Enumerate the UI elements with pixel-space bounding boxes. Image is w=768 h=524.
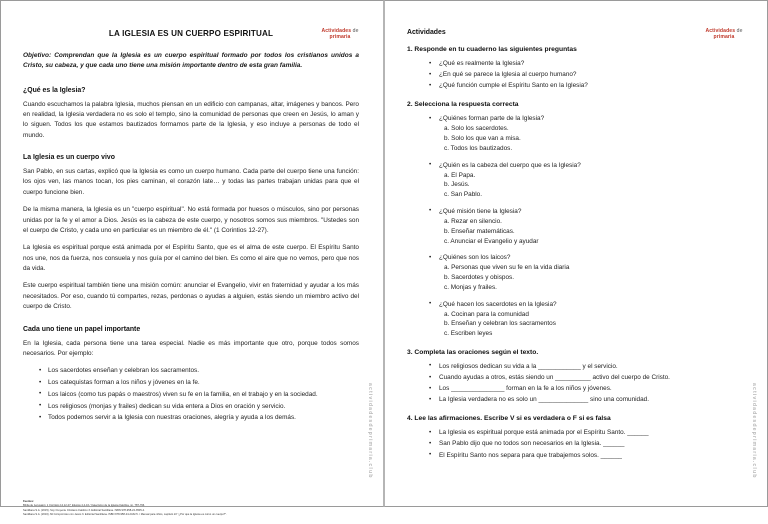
option-item[interactable]: b. Jesús. [444, 181, 470, 189]
paragraph: Cuando escuchamos la palabra Iglesia, muchos piensan en un edificio con campanas, altar, imágenes y bancos. Pero en realidad, la Iglesia verdadera no es solo el templo, sino la comunidad de personas que creen en Jesús, lo aman y lo siguen. Todos los que estamos bautizados formamos parte de la Iglesia, y eso incluye a personas de todo el mundo. [23, 100, 359, 139]
list-item[interactable]: • El Espíritu Santo nos separa para que trabajemos solos. ______ [429, 451, 743, 461]
exercise-3-questions [407, 362, 743, 405]
roles-list [23, 366, 359, 423]
section-heading-que-es-la-iglesia: ¿Qué es la Iglesia? [23, 86, 86, 94]
list-item [429, 253, 743, 292]
list-item[interactable]: • San Pablo dijo que no todos son necesarios en la Iglesia. ______ [429, 439, 743, 449]
question-text: ¿Qué hacen los sacerdotes en la Iglesia? [439, 300, 557, 308]
objective-label: Objetivo: [23, 52, 52, 59]
list-item[interactable]: • Los religiosos dedican su vida a la ____________ y el servicio. [429, 362, 743, 372]
site-watermark: actividadesdeprimaria.club [751, 383, 757, 479]
option-list [439, 263, 743, 292]
page-left [0, 0, 384, 517]
brand-logo-primaria: primaria [713, 34, 735, 40]
source-line: Biblia de Jerusalén: 1 Corintios 12,12-27; Efesios 4,4-16 / Catecismo de la Iglesia Católica, nn. 787-796. [23, 504, 145, 508]
option-list [439, 217, 743, 246]
paragraph: De la misma manera, la Iglesia es un "cuerpo espiritual". No está formada por huesos o músculos, sino por personas unidas por la fe y el amor a Dios. Jesús es la cabeza de este cuerpo, y nosotros somos sus miembros. "Ustedes son el cuerpo de Cristo, y cada uno en particular es un miembro de él." (1 Corintios 12-27). [23, 206, 359, 234]
list-item: • Los laicos (como tus papás o maestros) viven su fe en la familia, en el trabajo y en la sociedad. [39, 390, 359, 400]
exercise-heading-3: 3. Completa las oraciones según el texto. [407, 348, 539, 356]
option-item[interactable]: a. Rezar en silencio. [444, 218, 502, 226]
source-line: Santillana S.A. (2016). Mi Compromiso con Jesús 3. Editorial Santillana. ISBN 978-958-24-2432-5. / Manual para niños, capítulo 22 "¿Por qué la Iglesia es como un cuerpo?". [23, 513, 227, 517]
exercise-2-questions [407, 114, 743, 339]
page-right [384, 0, 768, 507]
paragraph: La Iglesia es espiritual porque está animada por el Espíritu Santo, que es el alma de este cuerpo. El Espíritu Santo nos une, nos da fuerza, nos consuela y nos guía por el camino del bien. Es como el aire que no vemos, pero que nos da vida. [23, 244, 359, 273]
option-item[interactable]: a. Cocinan para la comunidad [444, 310, 529, 318]
option-list [439, 171, 743, 200]
option-item[interactable]: c. Todos los bautizados. [444, 144, 513, 152]
list-item: • ¿En qué se parece la Iglesia al cuerpo humano? [429, 70, 743, 80]
page-title: LA IGLESIA ES UN CUERPO ESPIRITUAL [108, 29, 274, 38]
option-item[interactable]: b. Enseñar matemáticas. [444, 227, 515, 235]
brand-logo-primaria: primaria [329, 34, 351, 40]
list-item: • Los catequistas forman a los niños y jóvenes en la fe. [39, 378, 359, 388]
sources-heading: Fuentes: [23, 499, 35, 503]
option-item[interactable]: b. Enseñan y celebran los sacramentos [444, 320, 556, 328]
page-right-content [393, 29, 759, 524]
option-item[interactable]: a. Solo los sacerdotes. [444, 125, 509, 133]
brand-logo [313, 28, 367, 40]
brand-logo [697, 28, 751, 40]
question-text: ¿Quiénes forman parte de la Iglesia? [439, 115, 545, 123]
list-item[interactable]: • Cuando ayudas a otros, estás siendo un __________ activo del cuerpo de Cristo. [429, 373, 743, 383]
list-item [429, 207, 743, 246]
source-line: Santillana S.A. (2015). Soy Creyente Cristiano Católico 3. Editorial Santillana. ISBN 978-958-24-3505-4. [23, 508, 145, 512]
section-heading-papel-importante: Cada uno tiene un papel importante [23, 325, 141, 333]
option-item[interactable]: c. San Pablo. [444, 191, 483, 199]
page-left-content [9, 29, 375, 524]
question-text: ¿Quién es la cabeza del cuerpo que es la Iglesia? [439, 161, 581, 169]
paragraph: En la Iglesia, cada persona tiene una tarea especial. Nadie es más importante que otro, porque todos somos necesarios. Por ejemplo: [23, 339, 359, 357]
exercise-4-questions [407, 428, 743, 460]
option-item[interactable]: c. Monjas y frailes. [444, 283, 497, 291]
brand-logo-actividades: Actividades [705, 28, 736, 34]
paragraph: San Pablo, en sus cartas, explicó que la Iglesia es como un cuerpo humano. Cada parte del cuerpo tiene una función: los ojos ven, las manos tocan, los pies caminan, el corazón late… y todas las partes trabajan unidas para que el cuerpo funcione bien. [23, 168, 359, 196]
brand-logo-de: de [352, 28, 359, 34]
list-item: • ¿Qué función cumple el Espíritu Santo en la Iglesia? [429, 81, 743, 91]
exercise-heading-2: 2. Selecciona la respuesta correcta [407, 101, 519, 109]
objective-text: Comprendan que la Iglesia es un cuerpo espiritual formado por todos los cristianos unidos a Cristo, su cabeza, y que cada uno tiene una misión importante dentro de esta gran familia. [23, 52, 359, 70]
option-item[interactable]: b. Solo los que van a misa. [444, 135, 521, 143]
objective-block [23, 51, 359, 72]
option-item[interactable]: b. Sacerdotes y obispos. [444, 274, 514, 282]
list-item: • Todos podemos servir a la Iglesia con nuestras oraciones, alegría y ayuda a los demás. [39, 413, 359, 423]
list-item[interactable]: • La Iglesia verdadera no es solo un ______________ sino una comunidad. [429, 395, 743, 405]
activities-title: Actividades [407, 29, 446, 36]
exercise-heading-4: 4. Lee las afirmaciones. Escribe V si es verdadera o F si es falsa [407, 415, 611, 423]
option-list [439, 124, 743, 153]
list-item: • ¿Qué es realmente la Iglesia? [429, 59, 743, 69]
list-item: • Los sacerdotes enseñan y celebran los sacramentos. [39, 366, 359, 376]
exercise-1-questions [407, 59, 743, 91]
paragraph: Este cuerpo espiritual también tiene una misión común: anunciar el Evangelio, vivir en fraternidad y ayudar a los más necesitados. Por eso, cuando tú compartes, rezas, perdonas o ayudas a alguien, estás siendo un miembro activo del cuerpo de Cristo. [23, 282, 359, 311]
list-item [429, 161, 743, 200]
list-item[interactable]: • La Iglesia es espiritual porque está animada por el Espíritu Santo. ______ [429, 428, 743, 438]
brand-logo-de: de [736, 28, 743, 34]
exercise-heading-1: 1. Responde en tu cuaderno las siguientes preguntas [407, 46, 577, 53]
list-item [429, 114, 743, 153]
site-watermark: actividadesdeprimaria.club [367, 383, 373, 479]
section-heading-cuerpo-vivo: La Iglesia es un cuerpo vivo [23, 154, 115, 162]
option-item[interactable]: c. Anunciar el Evangelio y ayudar [444, 237, 539, 245]
sources-footer [23, 500, 375, 518]
option-item[interactable]: a. Personas que viven su fe en la vida diaria [444, 264, 570, 272]
brand-logo-actividades: Actividades [321, 28, 352, 34]
question-text: ¿Qué misión tiene la Iglesia? [439, 207, 522, 215]
list-item[interactable]: • Los _______________ forman en la fe a los niños y jóvenes. [429, 384, 743, 394]
question-text: ¿Quiénes son los laicos? [439, 254, 511, 262]
list-item: • Los religiosos (monjas y frailes) dedican su vida entera a Dios en oración y servicio. [39, 402, 359, 412]
option-item[interactable]: c. Escriben leyes [444, 330, 493, 338]
option-list [439, 310, 743, 339]
option-item[interactable]: a. El Papa. [444, 171, 476, 179]
list-item [429, 300, 743, 339]
